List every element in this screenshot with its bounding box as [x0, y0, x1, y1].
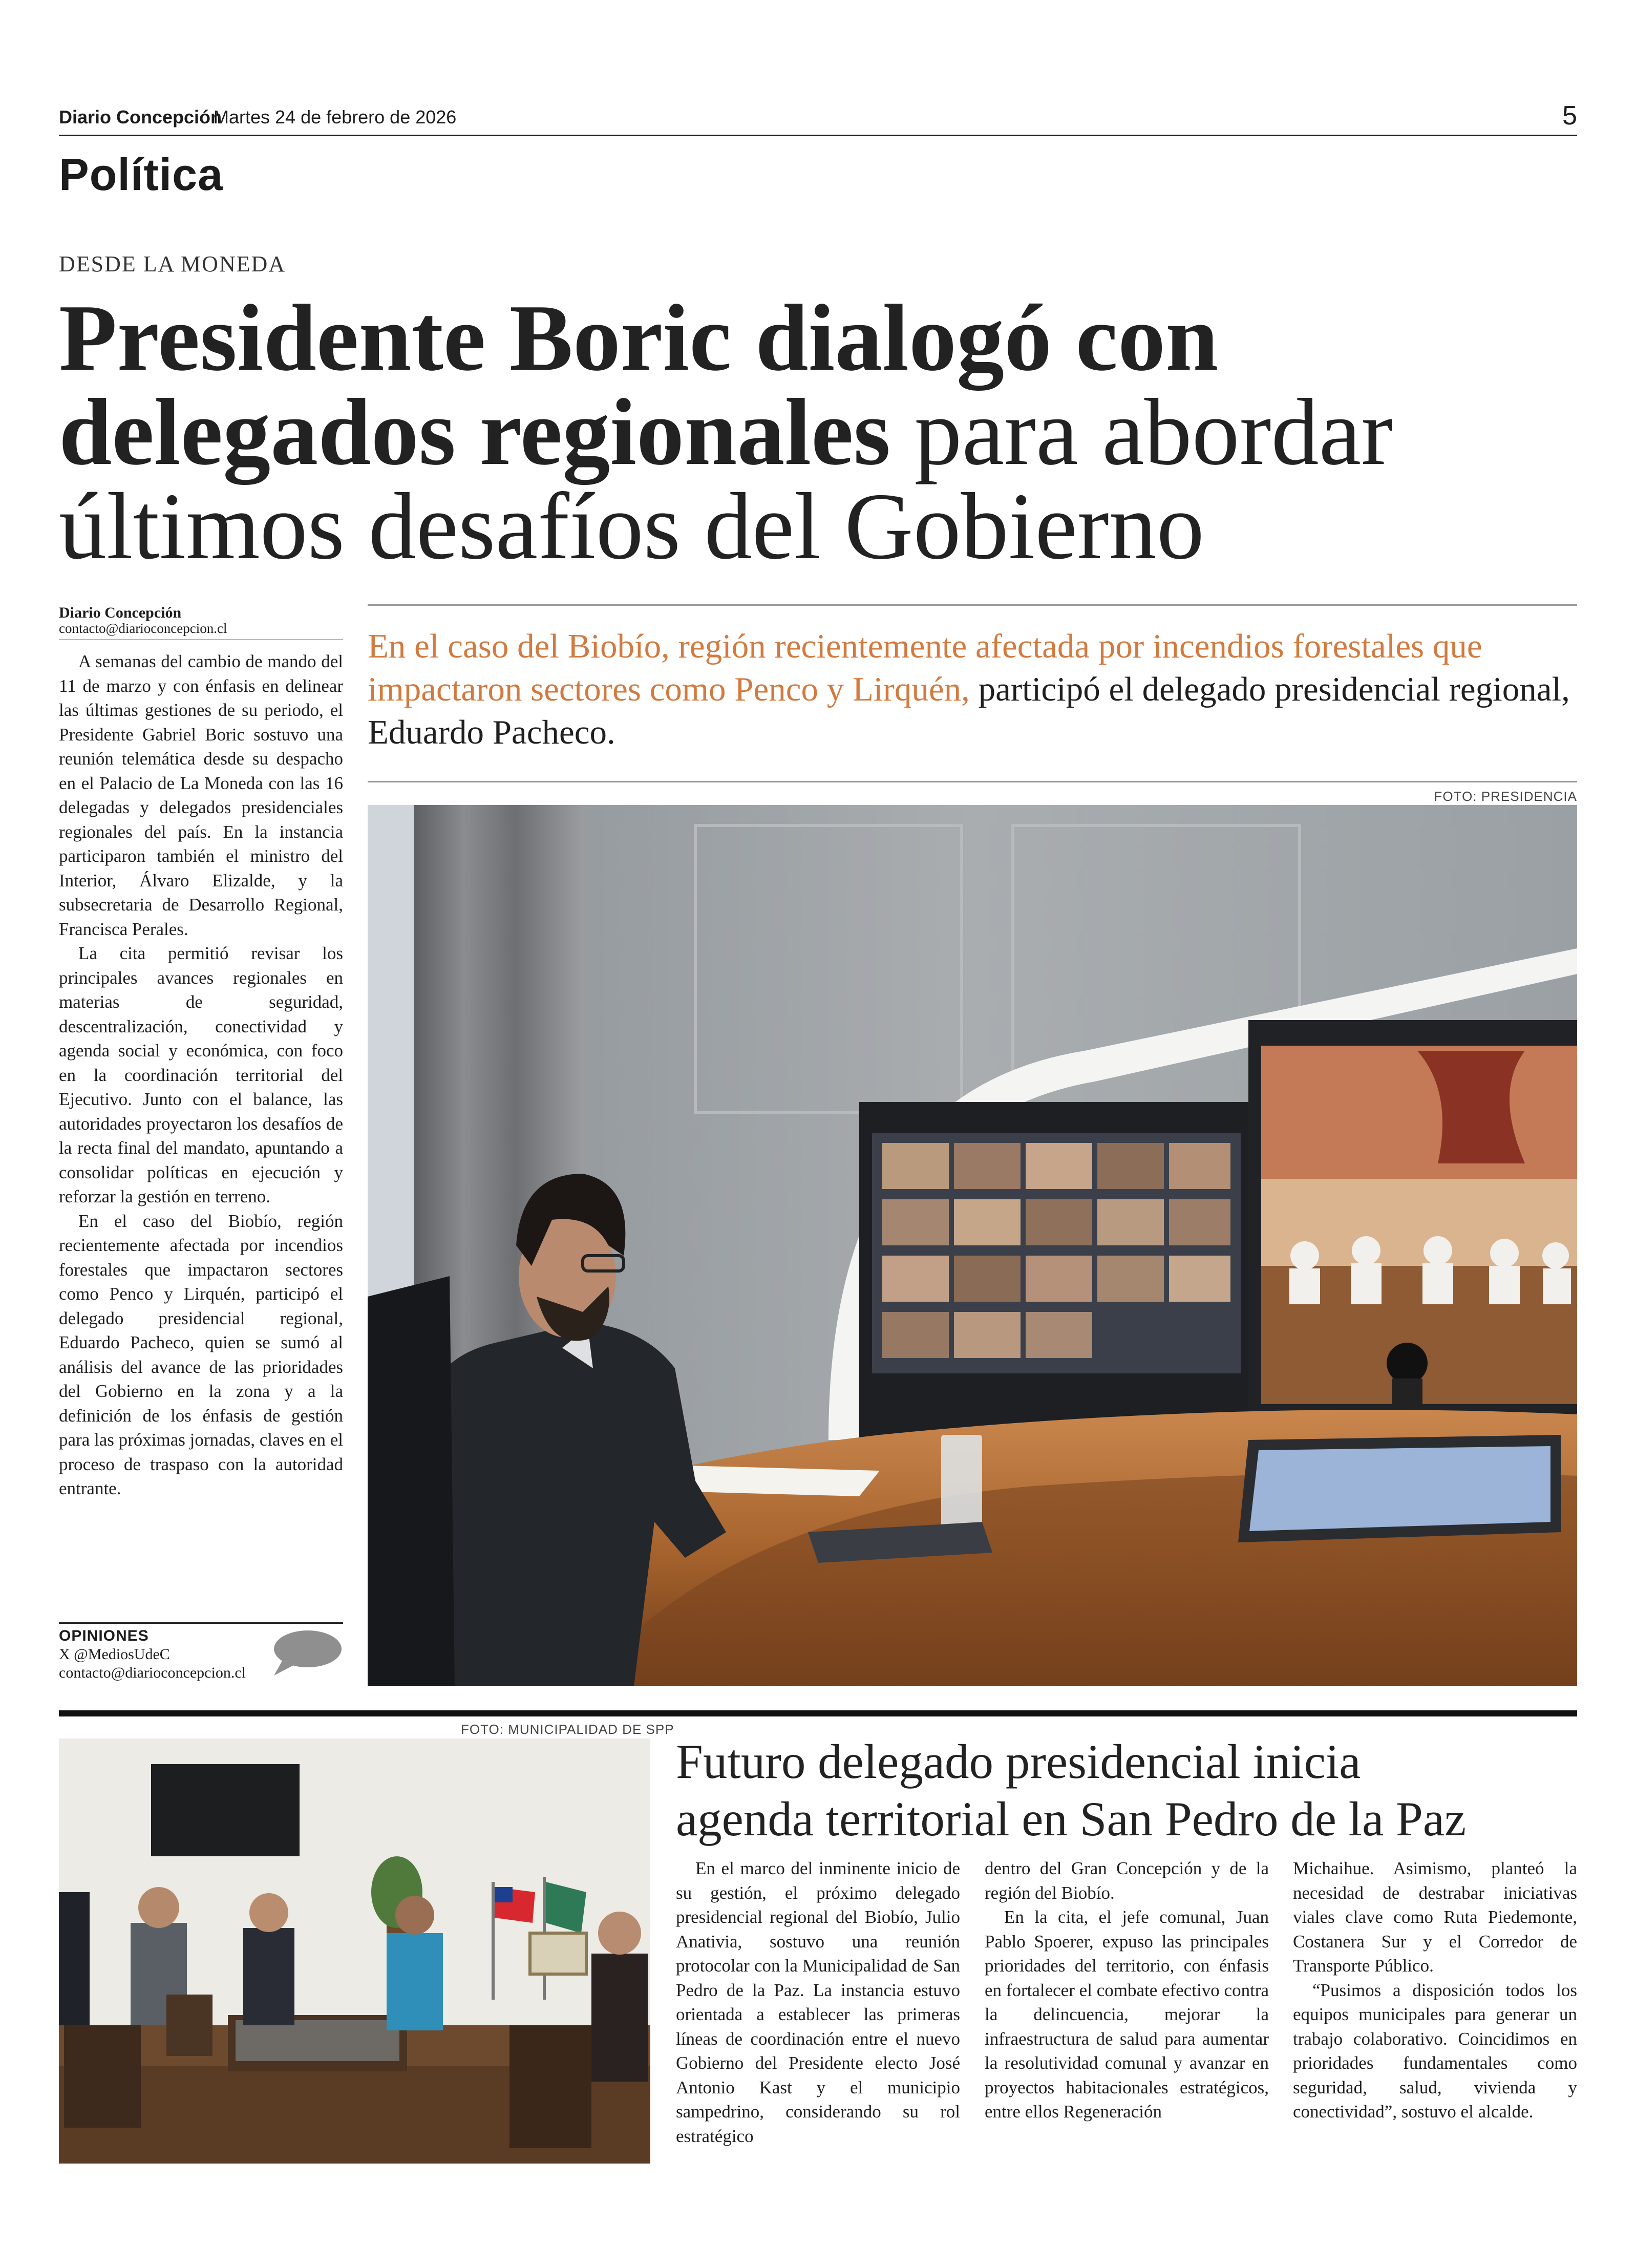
- section-divider: [59, 1710, 1577, 1716]
- opinions-rule: [59, 1622, 343, 1624]
- main-body-paragraph-1: A semanas del cambio de mando del 11 de marzo y con énfasis en delinear las últimas gestiones de su periodo, el Presidente Gabriel Boric sostuvo una reunión telemática desde su despacho en el Palacio de La Moneda con las 16 delegadas y delegados presidenciales regionales del país. En la instancia participaron también el ministro del Interior, Álvaro Elizalde, y la subsecretaria de Desarrollo Regional, Francisca Perales.: [59, 651, 343, 939]
- article-headline: [59, 285, 1577, 579]
- speech-bubble-icon: [269, 1628, 343, 1678]
- second-column-1: [676, 1856, 960, 2148]
- second-col2-paragraph: En la cita, el jefe comunal, Juan Pablo Spoerer, expuso las principales prioridades del territorio, con énfasis en fortalecer el combate efectivo contra la delincuencia, mejorar la infraestructura de salud para aumentar la resolutividad comunal y avanzar en proyectos habitacionales estratégicos, entre ellos Regeneración: [985, 1907, 1269, 2122]
- second-article-headline: [676, 1733, 1577, 1848]
- second-headline-line-2: agenda territorial en San Pedro de la Paz: [676, 1792, 1467, 1846]
- second-col1-paragraph: En el marco del inminente inicio de su gestión, el próximo delegado presidencial regional del Biobío, Julio Anativia, sostuvo una reunión protocolar con la Municipalidad de San Pedro de la Paz. La instancia estuvo orientada a establecer las primeras líneas de coordinación entre el nuevo Gobierno del Presidente electo José Antonio Kast y el municipio sampedrino, considerando su rol estratégico: [676, 1858, 960, 2146]
- headline-line-3: últimos desafíos del Gobierno: [59, 474, 1204, 579]
- headline-line-2-regular: para abordar: [890, 379, 1393, 485]
- byline-name: Diario Concepción: [59, 604, 182, 621]
- folio-date: Martes 24 de febrero de 2026: [214, 107, 457, 128]
- lead-bottom-rule: [368, 781, 1577, 782]
- section-title: Política: [59, 149, 223, 200]
- second-photo: [59, 1739, 650, 2164]
- second-col3-continuation: Michaihue. Asimismo, planteó la necesidad de destrabar iniciativas viales clave como Ruta Piedemonte, Costanera Sur y el Corredor de Transporte Público.: [1293, 1858, 1577, 1976]
- article-lead: [368, 625, 1577, 754]
- article-kicker: DESDE LA MONEDA: [59, 251, 286, 277]
- headline-line-1: Presidente Boric dialogó con: [59, 285, 1219, 391]
- page-folio: [59, 100, 1577, 136]
- main-photo-credit: FOTO: PRESIDENCIA: [1434, 789, 1577, 804]
- folio-paper-name: Diario Concepción: [59, 107, 222, 128]
- lead-accent-text: En el caso del Biobío, región recientemente afectada por incendios forestales que impactaron sectores como Penco y Lirquén,: [368, 627, 1482, 708]
- opinions-email: contacto@diarioconcepcion.cl: [59, 1664, 246, 1681]
- second-photo-credit: FOTO: MUNICIPALIDAD DE SPP: [461, 1722, 674, 1737]
- lead-top-rule: [368, 604, 1577, 606]
- main-article-body: [59, 649, 343, 1501]
- second-column-3: [1293, 1856, 1577, 2124]
- main-body-paragraph-3: En el caso del Biobío, región recientemente afectada por incendios forestales que impactaron sectores como Penco y Lirquén, participó el delegado presidencial regional, Eduardo Pacheco, quien se sumó al análisis del avance de las prioridades del Gobierno en la zona y a la definición de los énfasis de gestión para las próximas jornadas, claves en el proceso de traspaso con la autoridad entrante.: [59, 1211, 343, 1498]
- second-col2-continuation: dentro del Gran Concepción y de la región del Biobío.: [985, 1858, 1269, 1903]
- main-body-paragraph-2: La cita permitió revisar los principales avances regionales en materias de seguridad, descentralización, conectividad y agenda social y económica, con foco en la coordinación territorial del Ejecutivo. Junto con el balance, las autoridades proyectaron los desafíos de la recta final del mandato, apuntando a consolidar políticas en ejecución y reforzar la gestión en terreno.: [59, 943, 343, 1206]
- headline-line-2-bold: delegados regionales: [59, 379, 891, 485]
- second-headline-line-1: Futuro delegado presidencial inicia: [676, 1734, 1361, 1789]
- second-col3-paragraph: “Pusimos a disposición todos los equipos municipales para generar un trabajo colaborativo. Coincidimos en prioridades fundamentales como seguridad, salud, vivienda y conectividad”, sostuvo el alcalde.: [1293, 1980, 1577, 2122]
- second-column-2: [985, 1856, 1269, 2124]
- byline-email: contacto@diarioconcepcion.cl: [59, 621, 227, 636]
- opinions-social-handle: X @MediosUdeC: [59, 1646, 170, 1663]
- byline-divider: [59, 639, 343, 640]
- opinions-title: OPINIONES: [59, 1627, 149, 1644]
- second-photo-illustration: [59, 1739, 650, 2164]
- page-number: 5: [1562, 101, 1577, 131]
- main-photo: [368, 805, 1577, 1686]
- main-photo-illustration: [368, 805, 1577, 1686]
- lead-text: participó el delegado presidencial regional, Eduardo Pacheco.: [368, 670, 1570, 751]
